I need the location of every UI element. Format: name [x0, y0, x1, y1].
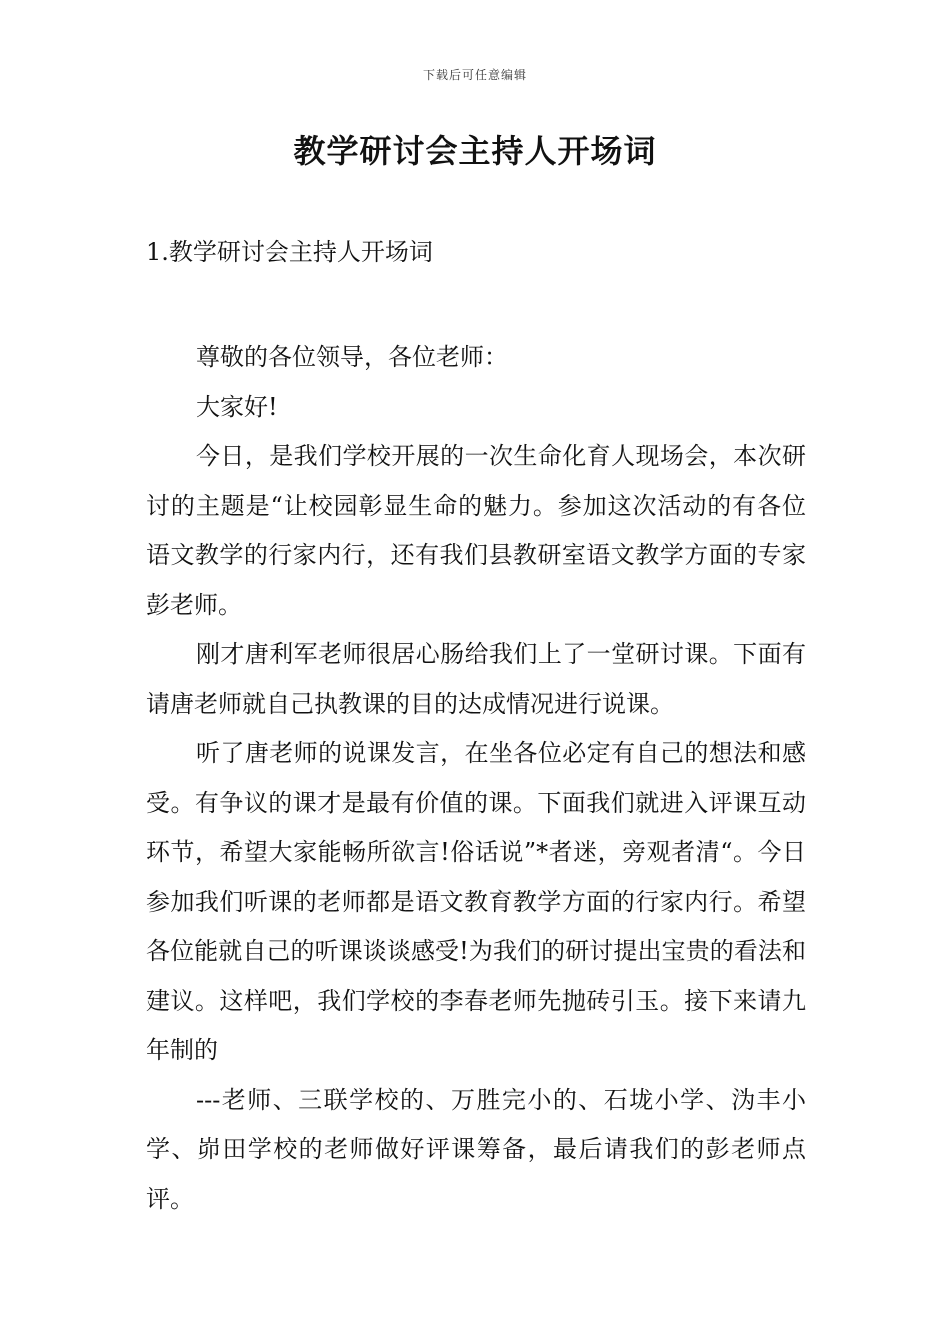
document-title: 教学研讨会主持人开场词 [293, 132, 657, 170]
paragraph-intro: 今日，是我们学校开展的一次生命化育人现场会，本次研讨的主题是“让校园彰显生命的魅力。参加这次活动的有各位语文教学的行家内行，还有我们县教研室语文教学方面的专家彭老师。 [146, 442, 806, 619]
paragraph-lesson: 刚才唐利军老师很居心肠给我们上了一堂研讨课。下面有请唐老师就自己执教课的目的达成情况进行说课。 [146, 640, 806, 718]
paragraph-closing: ---老师、三联学校的、万胜完小的、石垅小学、沩丰小学、峁田学校的老师做好评课筹备，最后请我们的彭老师点评。 [146, 1085, 806, 1213]
paragraph-hello: 大家好! [196, 392, 278, 421]
section-heading: 1.教学研讨会主持人开场词 [146, 238, 433, 266]
page-header-note: 下载后可任意编辑 [422, 68, 527, 82]
document-body [146, 333, 806, 1224]
paragraph-discussion: 听了唐老师的说课发言，在坐各位必定有自己的想法和感受。有争议的课才是最有价值的课。下面我们就进入评课互动环节，希望大家能畅所欲言!俗话说”*者迷，旁观者清“。今日参加我们听课的老师都是语文教育教学方面的行家内行。希望各位能就自己的听课谈谈感受!为我们的研讨提出宝贵的看法和建议。这样吧，我们学校的李春老师先抛砖引玉。接下来请九年制的 [146, 739, 806, 1064]
paragraph-greeting: 尊敬的各位领导，各位老师： [196, 343, 508, 371]
